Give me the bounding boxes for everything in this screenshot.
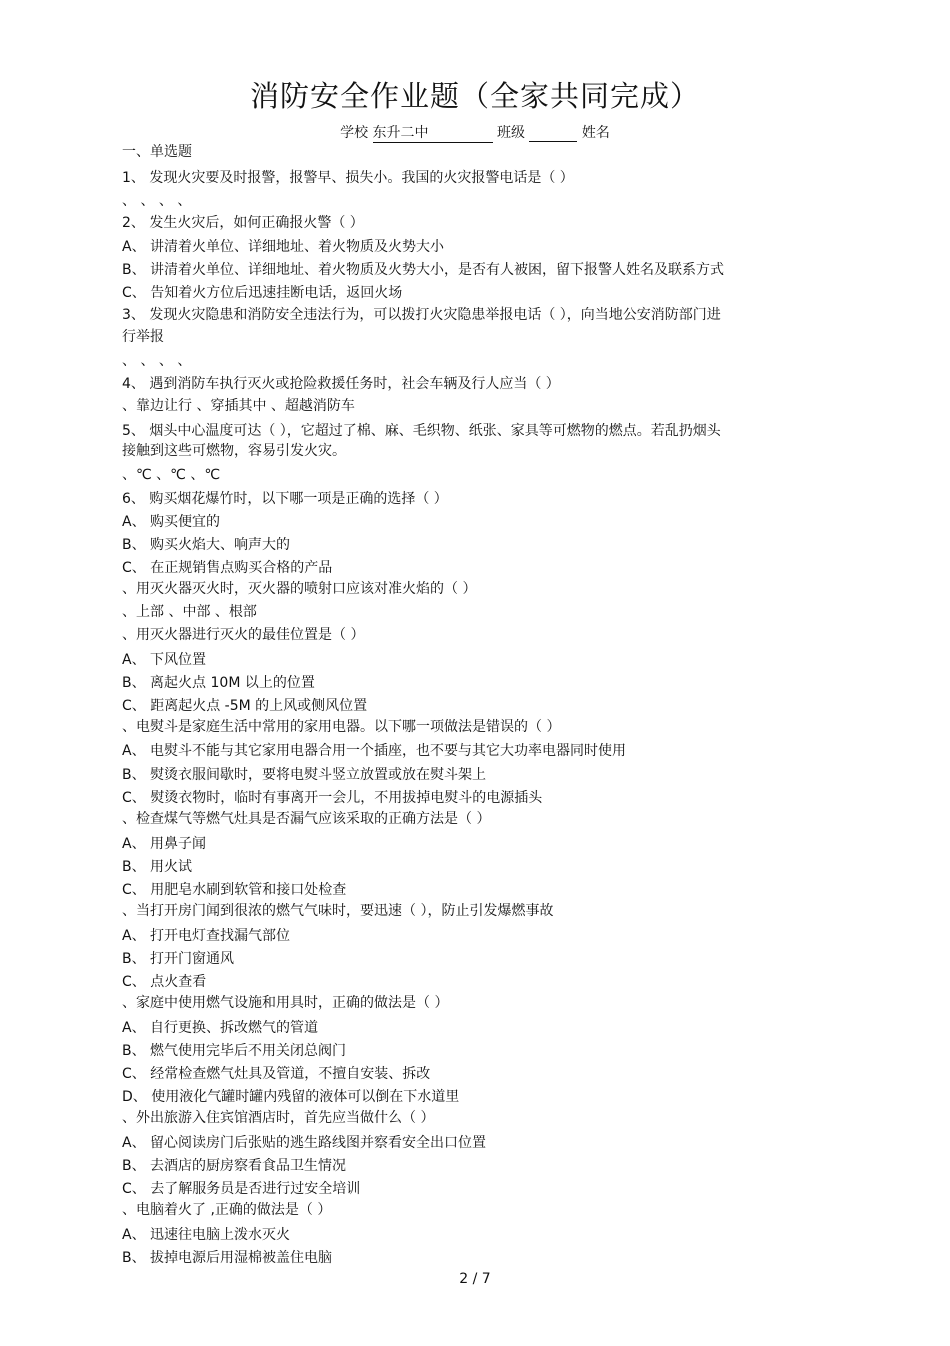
text-line: B、 购买火焰大、响声大的 <box>122 537 291 553</box>
text-line: 、电熨斗是家庭生活中常用的家用电器。以下哪一项做法是错误的（ ） <box>122 719 561 735</box>
text-line: 行举报 <box>122 329 164 345</box>
text-line: 、℃ 、℃ 、℃ <box>122 467 221 483</box>
text-line: 4、 遇到消防车执行灭火或抢险救援任务时，社会车辆及行人应当（ ） <box>122 376 560 392</box>
text-line: A、 购买便宜的 <box>122 514 221 530</box>
text-line: 2、 发生火灾后，如何正确报火警（ ） <box>122 215 364 231</box>
class-blank <box>529 125 577 142</box>
school-value: 东升二中 <box>373 122 493 143</box>
text-line: 、用灭火器灭火时，灭火器的喷射口应该对准火焰的（ ） <box>122 581 477 597</box>
text-line: B、 用火试 <box>122 859 193 875</box>
text-line: C、 告知着火方位后迅速挂断电话，返回火场 <box>122 285 403 301</box>
text-line: 、 、 、 、 <box>122 353 192 369</box>
text-line: 1、 发现火灾要及时报警，报警早、损失小。我国的火灾报警电话是（ ） <box>122 170 574 186</box>
text-line: 、检查煤气等燃气灶具是否漏气应该采取的正确方法是（ ） <box>122 811 491 827</box>
text-line: 5、 烟头中心温度可达（ ），它超过了棉、麻、毛织物、纸张、家具等可燃物的燃点。若乱扔烟头 <box>122 423 721 439</box>
text-line: A、 讲清着火单位、详细地址、着火物质及火势大小 <box>122 239 445 255</box>
text-line: B、 离起火点 10M 以上的位置 <box>122 675 315 691</box>
text-line: C、 点火查看 <box>122 974 207 990</box>
class-label: 班级 <box>497 125 525 141</box>
text-line: B、 打开门窗通风 <box>122 951 235 967</box>
text-line: C、 距离起火点 -5M 的上风或侧风位置 <box>122 698 368 714</box>
document-title: 消防安全作业题（全家共同完成） <box>249 79 700 113</box>
text-line: C、 经常检查燃气灶具及管道，不擅自安装、拆改 <box>122 1066 431 1082</box>
text-line: 、 、 、 、 <box>122 193 192 209</box>
student-info-line <box>0 122 950 143</box>
text-line: C、 去了解服务员是否进行过安全培训 <box>122 1181 361 1197</box>
text-line: A、 打开电灯查找漏气部位 <box>122 928 291 944</box>
text-line: A、 下风位置 <box>122 652 207 668</box>
text-line: 、外出旅游入住宾馆酒店时，首先应当做什么（ ） <box>122 1110 435 1126</box>
text-line: 3、 发现火灾隐患和消防安全违法行为，可以拨打火灾隐患举报电话（ ），向当地公安消防部门进 <box>122 307 721 323</box>
text-line: A、 留心阅读房门后张贴的逃生路线图并察看安全出口位置 <box>122 1135 487 1151</box>
school-label: 学校 <box>340 125 369 141</box>
page-number: 2 / 7 <box>459 1271 491 1287</box>
text-line: 、当打开房门闻到很浓的燃气气味时，要迅速（ ），防止引发爆燃事故 <box>122 903 554 919</box>
text-line: A、 电熨斗不能与其它家用电器合用一个插座，也不要与其它大功率电器同时使用 <box>122 743 627 759</box>
text-line: 接触到这些可燃物，容易引发火灾。 <box>122 443 346 459</box>
text-line: B、 讲清着火单位、详细地址、着火物质及火势大小，是否有人被困，留下报警人姓名及联系方式 <box>122 262 725 278</box>
name-label: 姓名 <box>581 125 610 141</box>
text-line: B、 熨烫衣服间歇时，要将电熨斗竖立放置或放在熨斗架上 <box>122 767 487 783</box>
text-line: 、靠边让行 、穿插其中 、超越消防车 <box>122 398 355 414</box>
text-line: C、 熨烫衣物时，临时有事离开一会儿，不用拔掉电熨斗的电源插头 <box>122 790 543 806</box>
text-line: A、 迅速往电脑上泼水灭火 <box>122 1227 291 1243</box>
text-line: 、用灭火器进行灭火的最佳位置是（ ） <box>122 627 365 643</box>
text-line: 、家庭中使用燃气设施和用具时，正确的做法是（ ） <box>122 995 449 1011</box>
text-line: 一、单选题 <box>122 144 192 160</box>
text-line: C、 用肥皂水刷到软管和接口处检查 <box>122 882 347 898</box>
text-line: C、 在正规销售点购买合格的产品 <box>122 560 333 576</box>
text-line: 、电脑着火了 ,正确的做法是（ ） <box>122 1202 332 1218</box>
text-line: B、 拔掉电源后用湿棉被盖住电脑 <box>122 1250 333 1266</box>
text-line: B、 去酒店的厨房察看食品卫生情况 <box>122 1158 347 1174</box>
text-line: 、上部 、中部 、根部 <box>122 604 257 620</box>
text-line: B、 燃气使用完毕后不用关闭总阀门 <box>122 1043 347 1059</box>
text-line: 6、 购买烟花爆竹时，以下哪一项是正确的选择（ ） <box>122 491 448 507</box>
text-line: A、 用鼻子闻 <box>122 836 207 852</box>
text-line: A、 自行更换、拆改燃气的管道 <box>122 1020 319 1036</box>
text-line: D、 使用液化气罐时罐内残留的液体可以倒在下水道里 <box>122 1089 460 1105</box>
